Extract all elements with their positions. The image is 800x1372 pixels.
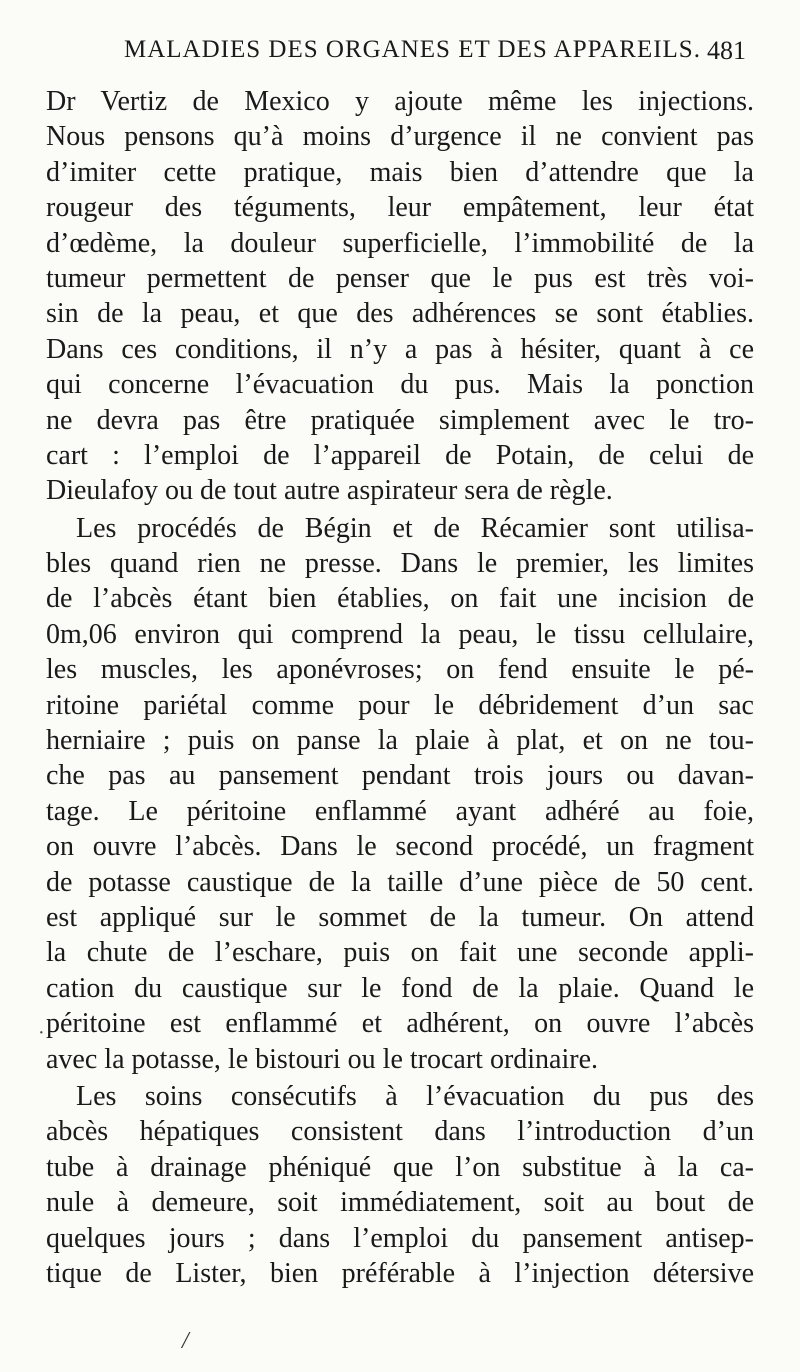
text-line: cart : l’emploi de l’appareil de Potain, de celui de <box>46 439 754 471</box>
text-line: avec la potasse, le bistouri ou le trocart ordinaire. <box>46 1043 599 1075</box>
text-line: péritoine est enflammé et adhérent, on ouvre l’abcès <box>46 1008 754 1040</box>
margin-mark: · <box>38 1022 45 1044</box>
text-line: tage. Le péritoine enflammé ayant adhéré au foie, <box>46 795 754 827</box>
text-line: tumeur permettent de penser que le pus est très voi- <box>46 262 754 294</box>
text-line: de potasse caustique de la taille d’une pièce de 50 cent. <box>46 866 754 898</box>
paragraph-2 <box>46 511 754 1077</box>
text-line: 0m,06 environ qui comprend la peau, le tissu cellulaire, <box>46 618 754 650</box>
text-line: nule à demeure, soit immédiatement, soit au bout de <box>46 1187 754 1219</box>
page-number: 481 <box>707 36 746 65</box>
text-line: cation du caustique sur le fond de la plaie. Quand le <box>46 972 754 1004</box>
text-line: tube à drainage phéniqué que l’on substitue à la ca- <box>46 1151 754 1183</box>
paragraph-3 <box>46 1079 754 1291</box>
body-text <box>46 84 754 1291</box>
text-line: abcès hépatiques consistent dans l’introduction d’un <box>46 1116 754 1148</box>
text-line: bles quand rien ne presse. Dans le premier, les limites <box>46 548 754 580</box>
text-line: Les procédés de Bégin et de Récamier sont utilisa- <box>76 512 754 544</box>
text-line: on ouvre l’abcès. Dans le second procédé, un fragment <box>46 831 754 863</box>
text-line: herniaire ; puis on panse la plaie à plat, et on ne tou- <box>46 725 754 757</box>
running-title: MALADIES DES ORGANES ET DES APPAREILS. <box>124 36 701 63</box>
text-line: qui concerne l’évacuation du pus. Mais la ponction <box>46 369 754 401</box>
text-line: Les soins consécutifs à l’évacuation du pus des <box>76 1080 754 1112</box>
text-line: est appliqué sur le sommet de la tumeur. On attend <box>46 901 754 933</box>
text-line: les muscles, les aponévroses; on fend ensuite le pé- <box>46 654 754 686</box>
text-line: quelques jours ; dans l’emploi du pansement antisep- <box>46 1222 754 1254</box>
paragraph-1 <box>46 84 754 509</box>
text-line: tique de Lister, bien préférable à l’injection détersive <box>46 1257 754 1289</box>
text-line: Dans ces conditions, il n’y a pas à hésiter, quant à ce <box>46 333 754 365</box>
margin-mark: / <box>182 1328 189 1354</box>
text-line: sin de la peau, et que des adhérences se sont établies. <box>46 298 754 330</box>
text-line: Nous pensons qu’à moins d’urgence il ne convient pas <box>46 121 754 153</box>
text-line: d’imiter cette pratique, mais bien d’attendre que la <box>46 156 754 188</box>
text-line: Dr Vertiz de Mexico y ajoute même les injections. <box>46 86 754 117</box>
running-head <box>0 36 800 70</box>
text-line: ritoine pariétal comme pour le débridement d’un sac <box>46 689 754 721</box>
text-line: che pas au pansement pendant trois jours ou davan- <box>46 760 754 792</box>
text-line: de l’abcès étant bien établies, on fait une incision de <box>46 583 754 615</box>
text-line: ne devra pas être pratiquée simplement avec le tro- <box>46 404 754 436</box>
text-line: Dieulafoy ou de tout autre aspirateur sera de règle. <box>46 475 613 507</box>
text-line: la chute de l’eschare, puis on fait une seconde appli- <box>46 937 754 969</box>
text-line: d’œdème, la douleur superficielle, l’immobilité de la <box>46 227 754 259</box>
text-line: rougeur des téguments, leur empâtement, leur état <box>46 192 754 224</box>
